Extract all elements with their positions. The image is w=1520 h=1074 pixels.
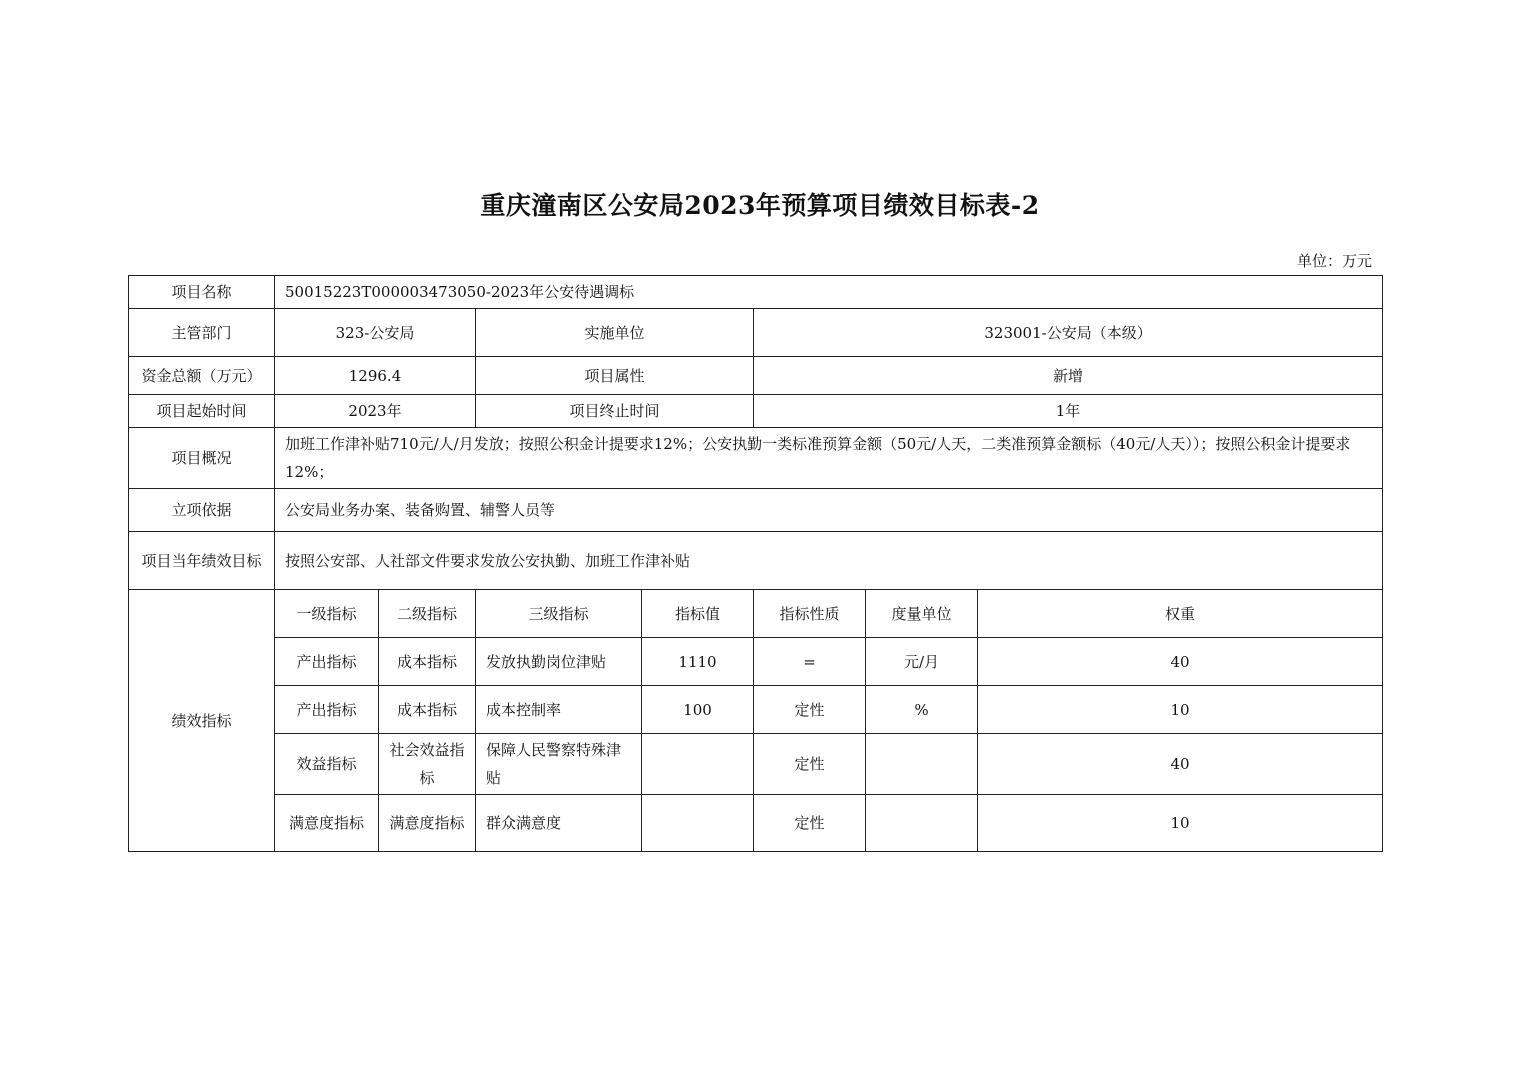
cell-weight: 40	[978, 638, 1383, 686]
project-name-label: 项目名称	[129, 276, 275, 309]
start-label: 项目起始时间	[129, 395, 275, 428]
end-label: 项目终止时间	[476, 395, 754, 428]
indicator-row	[129, 686, 1383, 734]
attr-value: 新增	[754, 357, 1383, 395]
start-value: 2023年	[275, 395, 476, 428]
goal-value: 按照公安部、人社部文件要求发放公安执勤、加班工作津补贴	[275, 532, 1383, 590]
fund-label: 资金总额（万元）	[129, 357, 275, 395]
header-nature: 指标性质	[754, 590, 866, 638]
fund-value: 1296.4	[275, 357, 476, 395]
table-row	[129, 276, 1383, 309]
cell-level3: 发放执勤岗位津贴	[476, 638, 642, 686]
indicator-row	[129, 734, 1383, 795]
table-row	[129, 532, 1383, 590]
table-row	[129, 489, 1383, 532]
cell-unit: 元/月	[866, 638, 978, 686]
cell-level1: 满意度指标	[275, 795, 379, 852]
cell-level2: 成本指标	[379, 686, 476, 734]
attr-label: 项目属性	[476, 357, 754, 395]
indicator-row	[129, 795, 1383, 852]
indicator-section-label: 绩效指标	[129, 590, 275, 852]
indicator-row	[129, 638, 1383, 686]
cell-weight: 40	[978, 734, 1383, 795]
cell-value	[642, 734, 754, 795]
end-value: 1年	[754, 395, 1383, 428]
dept-value: 323-公安局	[275, 309, 476, 357]
table-row	[129, 428, 1383, 489]
cell-level2: 满意度指标	[379, 795, 476, 852]
cell-value: 100	[642, 686, 754, 734]
cell-nature: =	[754, 638, 866, 686]
cell-weight: 10	[978, 686, 1383, 734]
overview-value: 加班工作津补贴710元/人/月发放；按照公积金计提要求12%；公安执勤一类标准预算金额（50元/人天，二类准预算金额标（40元/人天））；按照公积金计提要求12%；	[275, 428, 1383, 489]
cell-value: 1110	[642, 638, 754, 686]
header-weight: 权重	[978, 590, 1383, 638]
cell-level1: 产出指标	[275, 686, 379, 734]
cell-nature: 定性	[754, 686, 866, 734]
header-value: 指标值	[642, 590, 754, 638]
table-row	[129, 357, 1383, 395]
cell-level3: 保障人民警察特殊津贴	[476, 734, 642, 795]
cell-level3: 成本控制率	[476, 686, 642, 734]
header-level1: 一级指标	[275, 590, 379, 638]
header-level3: 三级指标	[476, 590, 642, 638]
cell-nature: 定性	[754, 795, 866, 852]
page-title: 重庆潼南区公安局2023年预算项目绩效目标表-2	[480, 191, 1040, 220]
table-row	[129, 395, 1383, 428]
cell-level3: 群众满意度	[476, 795, 642, 852]
cell-unit: %	[866, 686, 978, 734]
cell-weight: 10	[978, 795, 1383, 852]
cell-unit	[866, 734, 978, 795]
goal-label: 项目当年绩效目标	[129, 532, 275, 590]
overview-label: 项目概况	[129, 428, 275, 489]
basis-value: 公安局业务办案、装备购置、辅警人员等	[275, 489, 1383, 532]
cell-level1: 效益指标	[275, 734, 379, 795]
indicator-header-row	[129, 590, 1383, 638]
cell-level2: 成本指标	[379, 638, 476, 686]
cell-nature: 定性	[754, 734, 866, 795]
dept-label: 主管部门	[129, 309, 275, 357]
impl-value: 323001-公安局（本级）	[754, 309, 1383, 357]
basis-label: 立项依据	[129, 489, 275, 532]
header-level2: 二级指标	[379, 590, 476, 638]
project-name-value: 50015223T000003473050-2023年公安待遇调标	[275, 276, 1383, 309]
cell-level1: 产出指标	[275, 638, 379, 686]
performance-table	[128, 275, 1383, 852]
impl-label: 实施单位	[476, 309, 754, 357]
cell-level2: 社会效益指标	[379, 734, 476, 795]
header-unit: 度量单位	[866, 590, 978, 638]
unit-label: 单位：万元	[1296, 252, 1372, 270]
cell-value	[642, 795, 754, 852]
cell-unit	[866, 795, 978, 852]
table-row	[129, 309, 1383, 357]
